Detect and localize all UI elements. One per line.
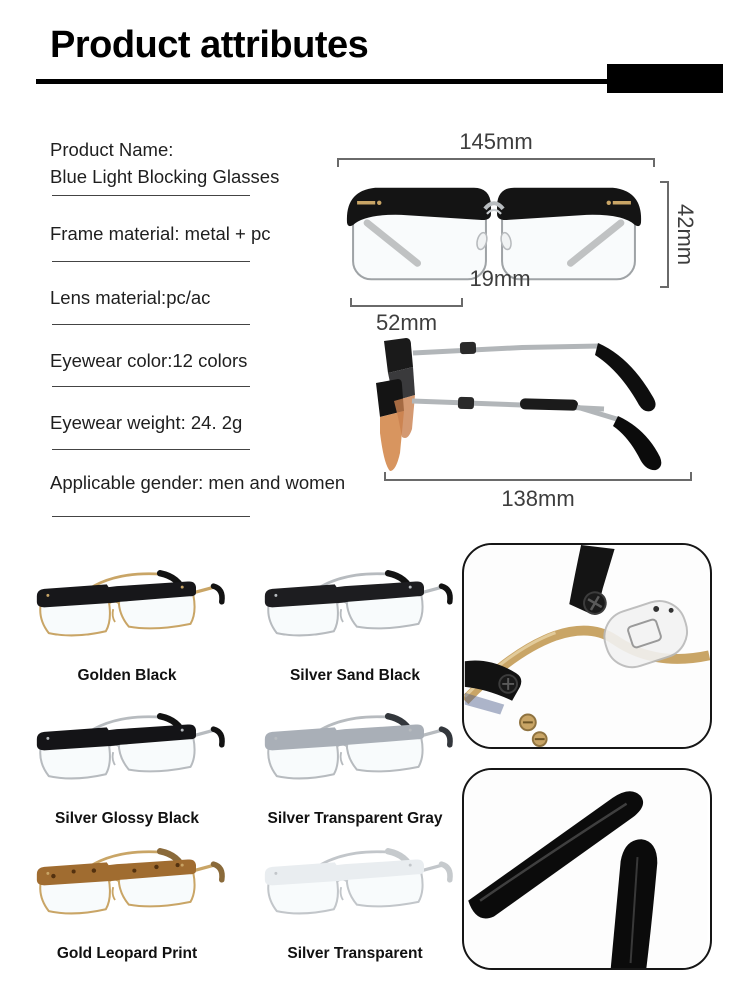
temple-tips-closeup — [464, 770, 710, 968]
bridge-width-label: 19mm — [469, 266, 531, 291]
header-endcap — [607, 64, 723, 93]
attribute-text: Eyewear color:12 colors — [50, 350, 248, 371]
variant-glasses-image — [22, 843, 232, 935]
attribute-text: Lens material:pc/ac — [50, 287, 211, 308]
bridge-lower — [487, 210, 501, 214]
variant-glasses-image — [22, 565, 232, 657]
lens-width-bracket — [350, 298, 463, 307]
attribute-product-name — [50, 136, 380, 190]
side-front-rim — [376, 338, 415, 471]
variant-label: Silver Transparent Gray — [267, 810, 443, 827]
variant-label: Silver Sand Black — [289, 667, 421, 684]
divider — [52, 195, 250, 196]
attribute-gender — [50, 469, 380, 496]
variant-silver-sand-black — [250, 565, 460, 685]
divider — [52, 386, 250, 387]
variant-label: Gold Leopard Print — [56, 945, 198, 962]
glasses-side-view — [372, 333, 702, 477]
lens-width-label: 52mm — [375, 310, 438, 335]
variant-gold-leopard-print — [22, 843, 232, 963]
attribute-text: Frame material: metal + pc — [50, 223, 271, 244]
corner-screw — [499, 675, 517, 693]
nose-bridge-closeup — [464, 545, 710, 747]
variant-glasses-image — [250, 565, 460, 657]
side-temples — [412, 342, 661, 470]
variant-label: Silver Glossy Black — [55, 810, 199, 827]
header-underline — [36, 79, 612, 84]
lens-height-bracket — [660, 181, 669, 288]
attribute-text: Eyewear weight: 24. 2g — [50, 412, 243, 433]
divider — [52, 449, 250, 450]
variant-label: Silver Transparent — [287, 945, 423, 962]
attribute-eyewear-color — [50, 347, 380, 374]
nose-bridge-detail-photo — [462, 543, 712, 749]
attribute-eyewear-weight — [50, 409, 380, 436]
attribute-label: Product Name: — [50, 139, 174, 160]
variant-silver-transparent — [250, 843, 460, 963]
temple-length-label: 138mm — [501, 486, 575, 511]
temple-tips-detail-photo — [462, 768, 712, 970]
divider — [52, 516, 250, 517]
variant-label: Golden Black — [77, 667, 177, 684]
variant-silver-glossy-black — [22, 708, 232, 828]
total-width-label: 145mm — [459, 129, 533, 154]
lens-height-label: 42mm — [673, 203, 699, 266]
variant-golden-black — [22, 565, 232, 685]
variant-glasses-image — [250, 843, 460, 935]
attribute-text: Applicable gender: men and women — [50, 472, 346, 493]
attribute-value: Blue Light Blocking Glasses — [50, 166, 280, 187]
divider — [52, 324, 250, 325]
divider — [52, 261, 250, 262]
attribute-lens-material — [50, 284, 380, 311]
variant-silver-transparent-gray — [250, 708, 460, 828]
variant-glasses-image — [22, 708, 232, 800]
variant-glasses-image — [250, 708, 460, 800]
attribute-frame-material — [50, 220, 380, 247]
total-width-bracket — [337, 158, 655, 167]
bridge — [485, 203, 503, 209]
page-title: Product attributes — [50, 24, 369, 66]
temple-length-bracket — [384, 472, 692, 481]
